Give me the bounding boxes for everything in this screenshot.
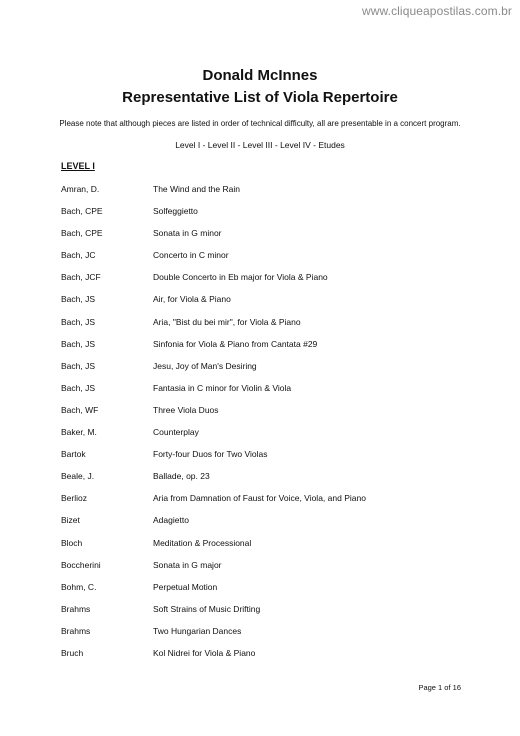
composer-name: Bruch	[61, 647, 84, 658]
work-title: Soft Strains of Music Drifting	[153, 603, 261, 614]
list-item	[61, 271, 481, 293]
composer-name: Berlioz	[61, 493, 87, 504]
composer-name: Bach, WF	[61, 404, 99, 415]
list-item	[61, 183, 481, 205]
work-title: Kol Nidrei for Viola & Piano	[153, 647, 256, 658]
list-item	[61, 492, 481, 514]
list-item	[61, 537, 481, 559]
list-item	[61, 603, 481, 625]
composer-name: Bartok	[61, 449, 86, 460]
list-item	[61, 360, 481, 382]
list-item	[61, 382, 481, 404]
composer-name: Bach, JS	[61, 382, 96, 393]
work-title: Concerto in C minor	[153, 250, 229, 261]
composer-name: Bach, JS	[61, 338, 96, 349]
list-item	[61, 249, 481, 271]
work-title: Fantasia in C minor for Violin & Viola	[153, 382, 292, 393]
list-item	[61, 448, 481, 470]
work-title: Sonata in G major	[153, 559, 222, 570]
composer-name: Bizet	[61, 515, 80, 526]
composer-name: Bach, CPE	[61, 228, 103, 239]
work-title: Jesu, Joy of Man's Desiring	[153, 360, 257, 371]
work-title: Ballade, op. 23	[153, 471, 210, 482]
work-title: Perpetual Motion	[153, 581, 218, 592]
list-item	[61, 205, 481, 227]
composer-name: Bloch	[61, 537, 83, 548]
list-item	[61, 470, 481, 492]
list-item	[61, 338, 481, 360]
list-item	[61, 426, 481, 448]
work-title: Aria, "Bist du bei mir", for Viola & Piano	[153, 316, 301, 327]
composer-name: Beale, J.	[61, 471, 95, 482]
composer-name: Bach, JS	[61, 294, 96, 305]
composer-name: Bach, JS	[61, 360, 96, 371]
work-title: Adagietto	[153, 515, 189, 526]
section-heading: LEVEL I	[61, 161, 95, 171]
author-name: Donald McInnes	[202, 67, 318, 84]
work-title: Counterplay	[153, 427, 199, 438]
composer-name: Bach, JC	[61, 250, 96, 261]
list-item	[61, 625, 481, 647]
composer-name: Boccherini	[61, 559, 101, 570]
composer-name: Baker, M.	[61, 427, 97, 438]
composer-name: Bach, JS	[61, 316, 96, 327]
composer-name: Brahms	[61, 625, 91, 636]
page-title: Representative List of Viola Repertoire	[122, 89, 398, 106]
list-item	[61, 514, 481, 536]
list-item	[61, 559, 481, 581]
notice-text: Please note that although pieces are listed in order of technical difficulty, all are presentable in a concert program.	[59, 119, 461, 128]
repertoire-list	[61, 183, 481, 669]
work-title: The Wind and the Rain	[153, 184, 240, 194]
composer-name: Amran, D.	[61, 184, 100, 194]
work-title: Forty-four Duos for Two Violas	[153, 449, 268, 460]
composer-name: Brahms	[61, 603, 91, 614]
list-item	[61, 227, 481, 249]
list-item	[61, 293, 481, 315]
list-item	[61, 316, 481, 338]
work-title: Double Concerto in Eb major for Viola & Piano	[153, 272, 328, 283]
list-item	[61, 647, 481, 669]
work-title: Two Hungarian Dances	[153, 625, 242, 636]
watermark: www.cliqueapostilas.com.br	[362, 4, 512, 18]
work-title: Meditation & Processional	[153, 537, 252, 548]
work-title: Sonata in G minor	[153, 228, 222, 239]
work-title: Three Viola Duos	[153, 404, 219, 415]
level-navigation: Level I - Level II - Level III - Level IV - Etudes	[175, 140, 345, 150]
composer-name: Bohm, C.	[61, 581, 97, 592]
page-number: Page 1 of 16	[418, 683, 461, 692]
list-item	[61, 581, 481, 603]
work-title: Sinfonia for Viola & Piano from Cantata #29	[153, 338, 318, 349]
work-title: Aria from Damnation of Faust for Voice, Viola, and Piano	[153, 493, 366, 504]
work-title: Solfeggietto	[153, 206, 198, 217]
composer-name: Bach, JCF	[61, 272, 101, 283]
list-item	[61, 404, 481, 426]
work-title: Air, for Viola & Piano	[153, 294, 231, 305]
composer-name: Bach, CPE	[61, 206, 103, 217]
